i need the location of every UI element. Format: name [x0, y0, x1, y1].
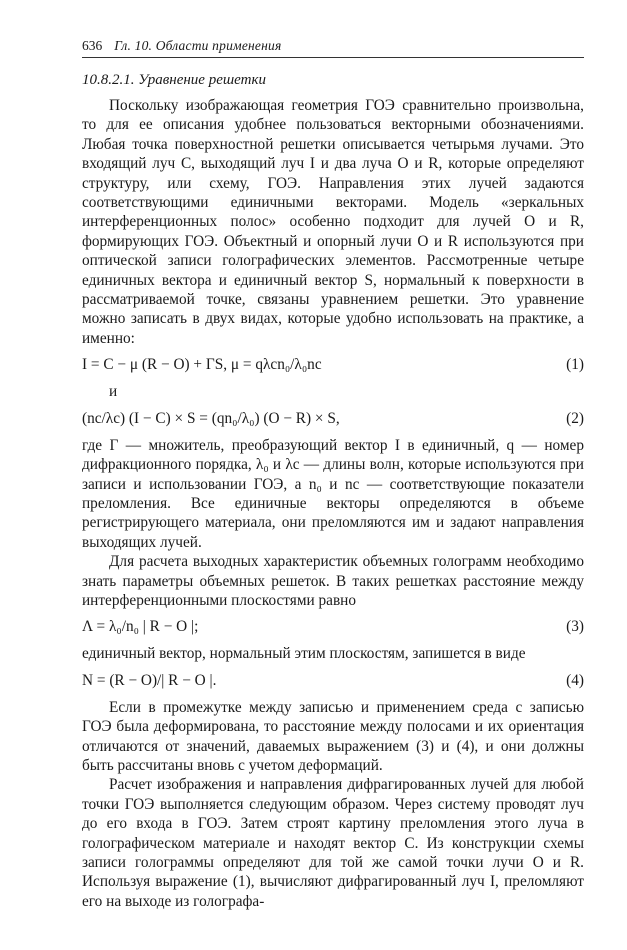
page-number: 636	[82, 38, 103, 53]
equation-4-expression: N = (R − O)/| R − O |.	[82, 671, 217, 689]
section-title: 10.8.2.1. Уравнение решетки	[82, 72, 266, 88]
running-head	[82, 38, 584, 54]
paragraph-unit-vector: единичный вектор, нормальный этим плоскостям, запишется в виде	[82, 645, 526, 663]
equation-1-number: (1)	[566, 356, 584, 374]
paragraph-volume-gratings: Для расчета выходных характеристик объемных голограмм необходимо знать параметры объемных решеток. В таких решетках расстояние между интерференционными плоскостями равно	[82, 553, 584, 609]
equation-4-number: (4)	[566, 671, 584, 689]
paragraph-deformation: Если в промежутке между записью и применением среда с записью ГОЭ была деформирована, то расстояние между полосами и их ориентация отличаются от значений, даваемых выражением (3) и (4), и они должны быть рассчитаны вновь с учетом деформаций.	[82, 698, 584, 774]
equation-3-expression: Λ = λ₀/n₀ | R − O |;	[82, 618, 199, 636]
header-rule	[82, 57, 584, 58]
equation-4	[82, 671, 584, 691]
paragraph-definitions: где Γ — множитель, преобразующий вектор I в единичный, q — номер дифракционного порядка, λ₀ и λc — длины волн, которые используются при записи и использовании ГОЭ, а n₀ и nc — соответствующие показатели преломления. Все единичные векторы определяются в объеме регистрирующего материала, они преломляются им и задают направления выходящих лучей.	[82, 436, 584, 551]
equation-2	[82, 409, 584, 429]
equation-3-number: (3)	[566, 618, 584, 636]
conjunction-and: и	[109, 383, 118, 401]
equation-3	[82, 617, 584, 637]
equation-2-expression: (nc/λc) (I − C) × S = (qn₀/λ₀) (O − R) × S,	[82, 409, 340, 427]
paragraph-grating-intro: Поскольку изображающая геометрия ГОЭ сравнительно произвольна, то для ее описания удобнее пользоваться векторными обозначениями. Любая точка поверхностной решетки описывается четырьмя лучами. Это входящий луч C, выходящий луч I и два луча O и R, которые определяют структуру, или схему, ГОЭ. Направления этих лучей задаются соответствующими единичными векторами. Модель «зеркальных интерференционных полос» особенно подходит для лучей O и R, формирующих ГОЭ. Объектный и опорный лучи O и R используются при оптической записи голографических элементов. Рассмотренные четыре единичных вектора и единичный вектор S, нормальный к поверхности в рассматриваемой точке, связаны уравнением решетки. Это уравнение можно записать в двух видах, которые удобно использовать на практике, а именно:	[82, 97, 584, 347]
chapter-title: Гл. 10. Области применения	[114, 38, 282, 53]
equation-2-number: (2)	[566, 409, 584, 427]
equation-1	[82, 355, 584, 375]
body-text	[82, 96, 584, 911]
paragraph-ray-tracing: Расчет изображения и направления дифрагированных лучей для любой точки ГОЭ выполняется следующим образом. Через систему проводят луч до его входа в ГОЭ. Затем строят картину преломления этого луча в голографическом материале и находят вектор C. Из конструкции схемы записи голограммы определяют для той же самой точки лучи O и R. Используя выражение (1), вычисляют дифрагированный луч I, преломляют его на выходе из голографа-	[82, 776, 584, 910]
equation-1-expression: I = C − μ (R − O) + ΓS, μ = qλcn₀/λ₀nc	[82, 356, 322, 374]
